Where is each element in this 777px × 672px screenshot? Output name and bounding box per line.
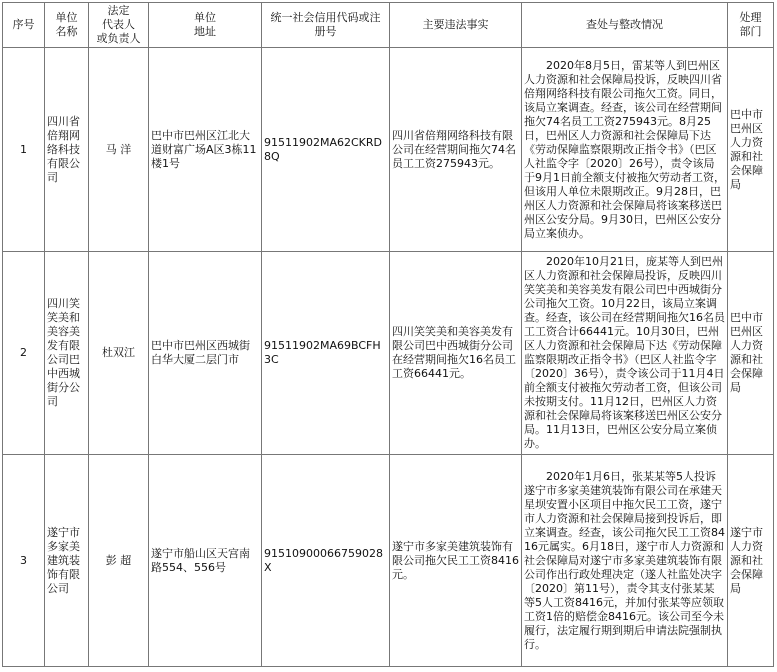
header-legal-rep: 法定 代表人 或负责人 [89, 3, 149, 48]
cell-address: 巴中市巴州区西城街白华大厦二层门市 [149, 252, 262, 455]
cell-handling: 2020年10月21日，庞某等人到巴州区人力资源和社会保障局投诉，反映四川笑笑美和美容美发有限公司巴中西城街分公司拖欠工资。10月22日，该局立案调查。经查，该公司在经营期间拖欠16名员工工资合计66441元。10月30日，巴州区人力资源和社会保障局下达《劳动保障监察限期改正指令书》（巴区人社监令字〔2020〕36号），责令该公司于11月4日前全额支付被拖欠劳动者工资，但该公司未按期支付。11月12日，巴州区人力资源和社会保障局将该案移送巴州区公安分局。11月13日，巴州区公安分局立案侦办。 [522, 252, 728, 455]
header-handling: 查处与整改情况 [522, 3, 728, 48]
header-row [3, 3, 774, 48]
header-address: 单位 地址 [149, 3, 262, 48]
cell-unit-name: 四川笑笑美和美容美发有限公司巴中西城街分公司 [45, 252, 89, 455]
cell-violation: 四川省倍翔网络科技有限公司在经营期间拖欠74名员工工资275943元。 [390, 48, 522, 252]
table-row [3, 48, 774, 252]
table-row [3, 455, 774, 667]
cell-handling: 2020年1月6日，张某某等5人投诉遂宁市多家美建筑装饰有限公司在承建天星坝安置小区项目中拖欠民工工资，遂宁市人力资源和社会保障局接到投诉后，即立案调查。经查，该公司拖欠民工工资8416元属实。6月18日，遂宁市人力资源和社会保障局对遂宁市多家美建筑装饰有限公司作出行政处理决定（遂人社监处决字〔2020〕第11号），责令其支付张某某等5人工资8416元，并加付张某等应领取工资1倍的赔偿金8416元。该公司至今未履行，法定履行期到期后申请法院强制执行。 [522, 455, 728, 667]
cell-unit-name: 四川省倍翔网络科技有限公司 [45, 48, 89, 252]
cell-handling: 2020年8月5日，雷某等人到巴州区人力资源和社会保障局投诉，反映四川省倍翔网络科技有限公司拖欠工资。同日，该局立案调查。经查，该公司在经营期间拖欠74名员工工资275943元。8月25日，巴州区人力资源和社会保障局下达《劳动保障监察限期改正指令书》（巴区人社监令字〔2020〕26号），责令该局于9月1日前全额支付被拖欠劳动者工资，但该用人单位未限期改正。9月28日，巴州区人力资源和社会保障局将该案移送巴州区公安分局。9月30日，巴州区公安分局立案侦办。 [522, 48, 728, 252]
cell-seq: 2 [3, 252, 45, 455]
cell-credit-code: 91511902MA62CKRD8Q [262, 48, 390, 252]
cell-seq: 3 [3, 455, 45, 667]
cell-unit-name: 遂宁市多家美建筑装饰有限公司 [45, 455, 89, 667]
header-seq: 序号 [3, 3, 45, 48]
cell-violation: 四川笑笑美和美容美发有限公司巴中西城街分公司在经营期间拖欠16名员工工资66441元。 [390, 252, 522, 455]
header-department: 处理 部门 [728, 3, 774, 48]
cell-seq: 1 [3, 48, 45, 252]
header-credit-code: 统一社会信用代码或注 册号 [262, 3, 390, 48]
cell-department: 遂宁市人力资源和社会保障局 [728, 455, 774, 667]
cell-violation: 遂宁市多家美建筑装饰有限公司拖欠民工工资8416元。 [390, 455, 522, 667]
cell-department: 巴中市巴州区人力资源和社会保障局 [728, 48, 774, 252]
table-row [3, 252, 774, 455]
cell-department: 巴中市巴州区人力资源和社会保障局 [728, 252, 774, 455]
cell-legal-rep: 杜双江 [89, 252, 149, 455]
cell-credit-code: 91511902MA69BCFH3C [262, 252, 390, 455]
cell-legal-rep: 彭 超 [89, 455, 149, 667]
cell-legal-rep: 马 洋 [89, 48, 149, 252]
cell-address: 遂宁市船山区天宫南路554、556号 [149, 455, 262, 667]
header-violation: 主要违法事实 [390, 3, 522, 48]
header-unit-name: 单位 名称 [45, 3, 89, 48]
violations-table [2, 2, 774, 667]
cell-credit-code: 91510900066759028X [262, 455, 390, 667]
cell-address: 巴中市巴州区江北大道财富广场A区3栋11楼1号 [149, 48, 262, 252]
